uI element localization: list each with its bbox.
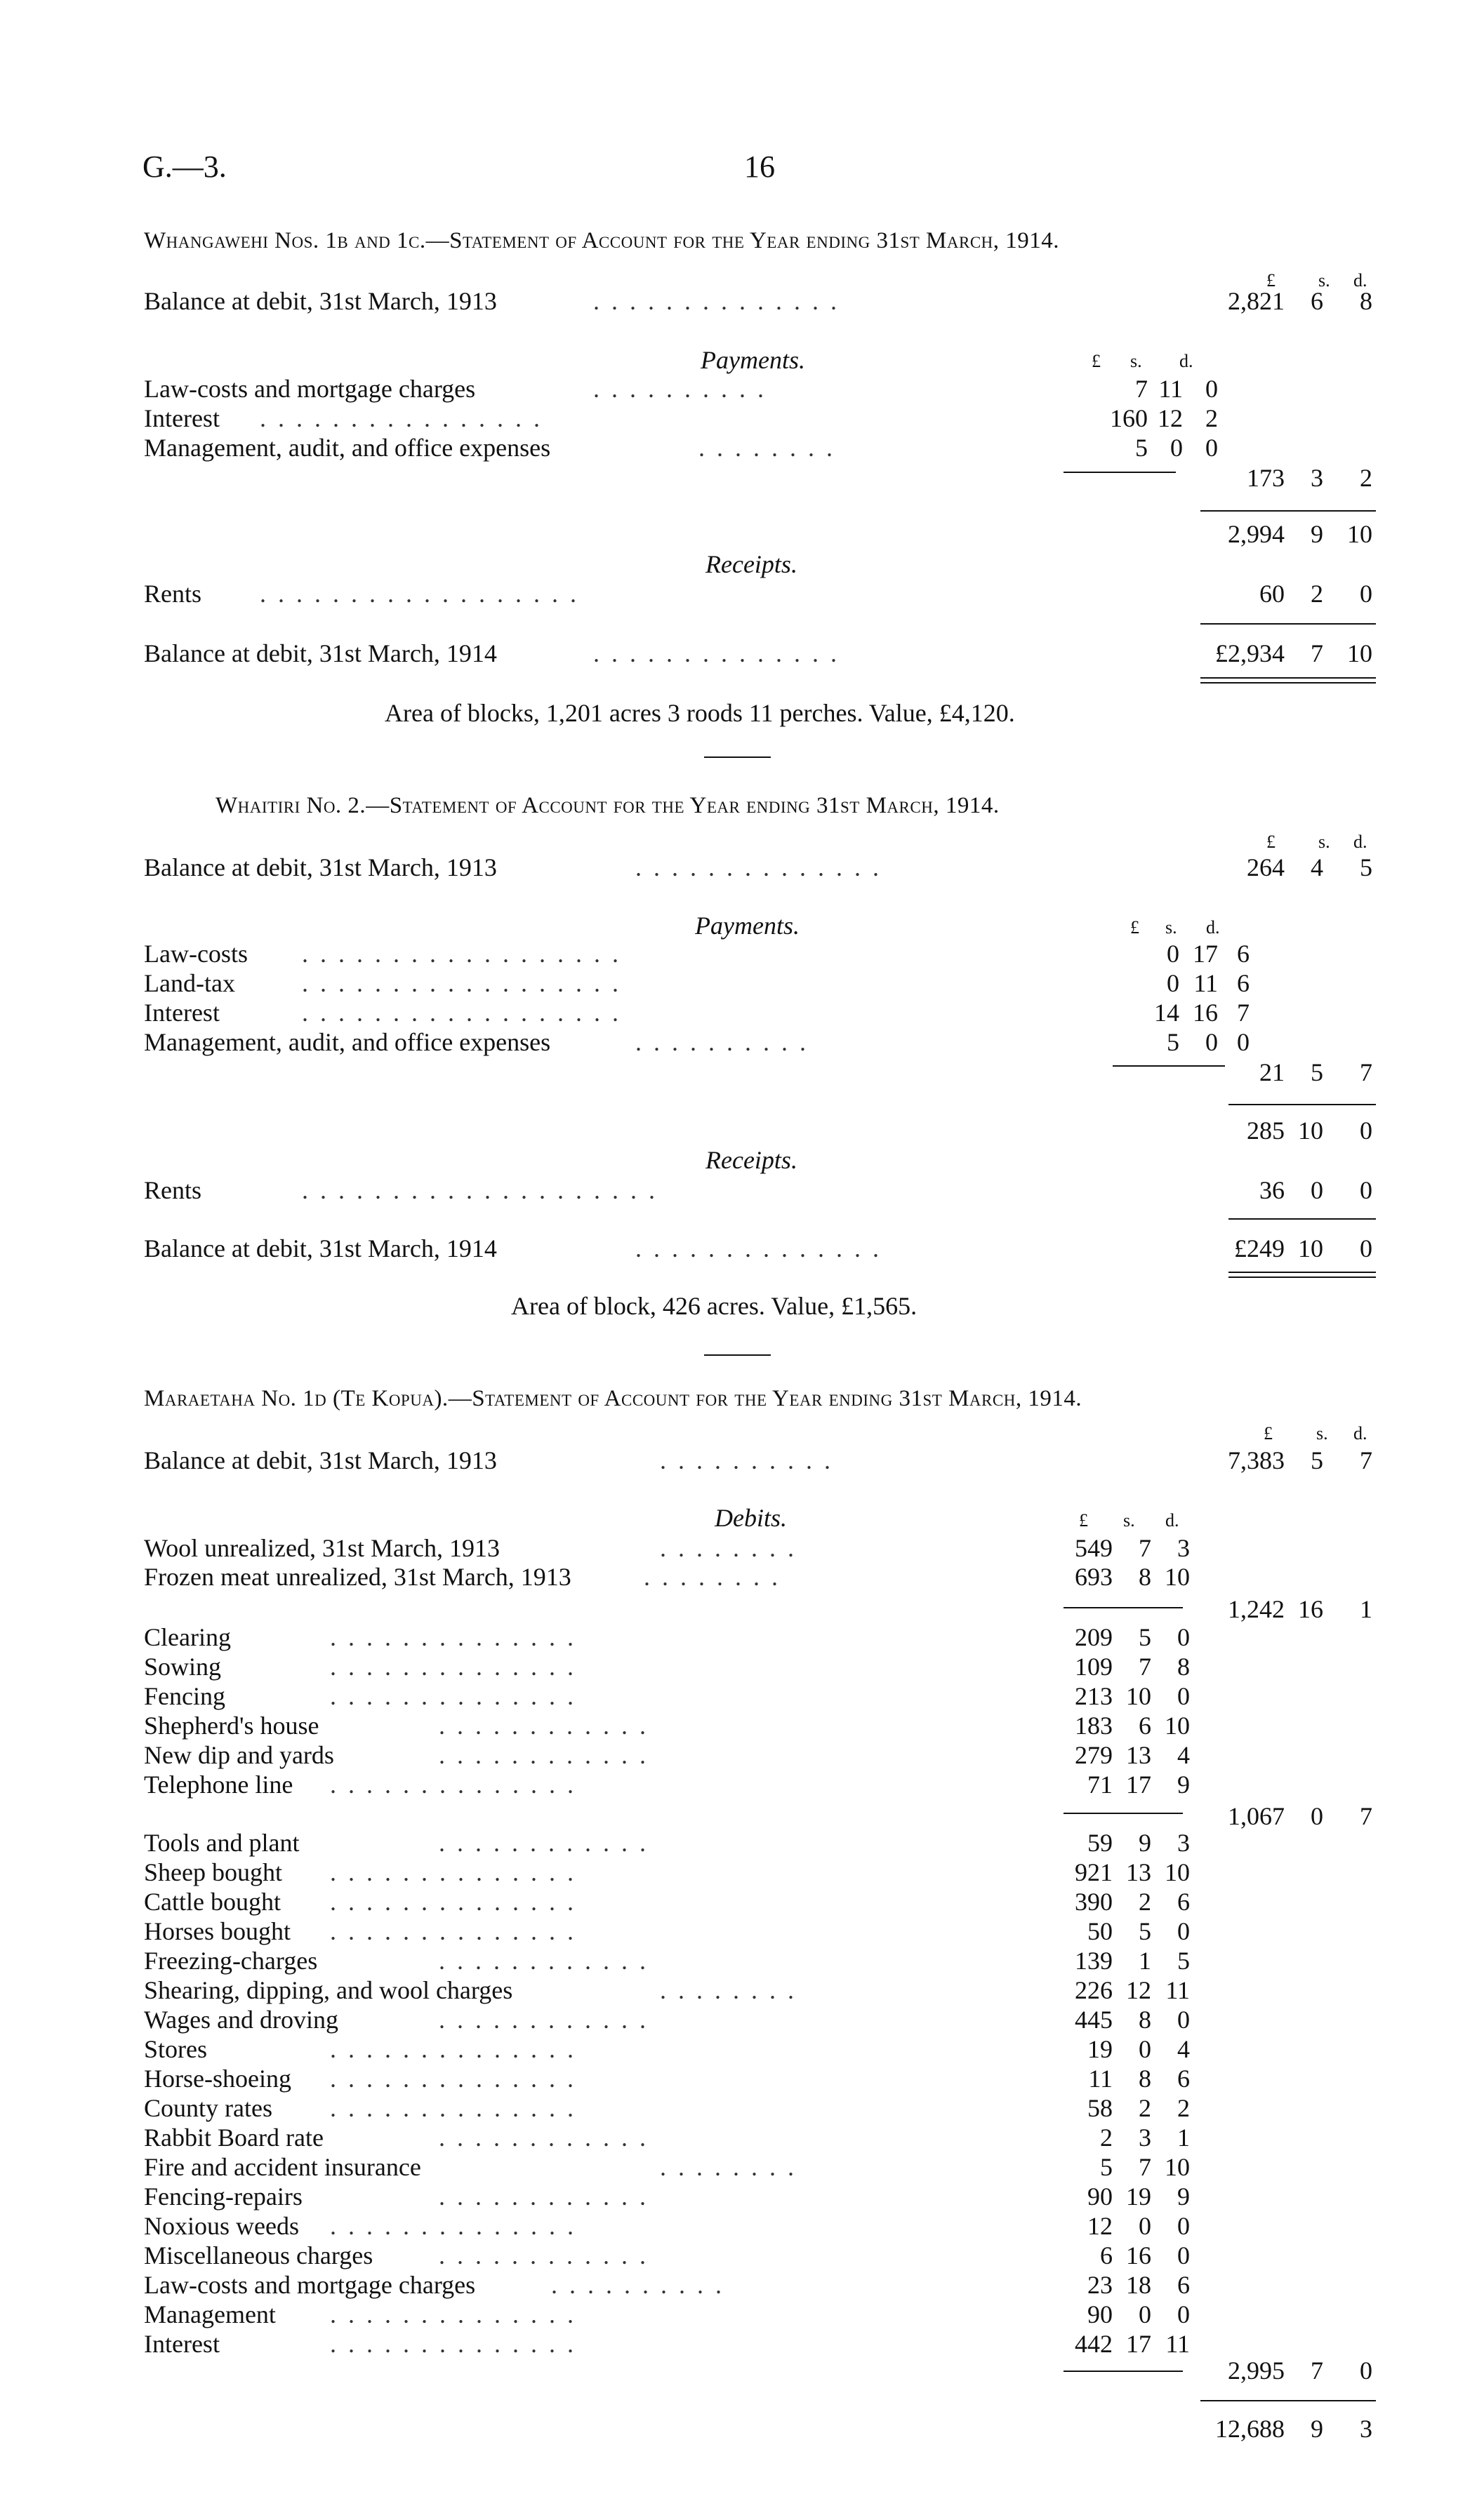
closing-balance-row: Balance at debit, 31st March, 1914 . . . . . . . . . . . . . . £2,934 7 10: [144, 639, 1372, 667]
debit-row: Frozen meat unrealized, 31st March, 1913 . . . . . . . . 693 8 10: [144, 1563, 1190, 1591]
debit-row: Fire and accident insurance . . . . . . . . 5 7 10: [144, 2153, 1190, 2181]
section-title-whangawehi: Whangawehi Nos. 1b and 1c.—Statement of Account for the Year ending 31st March, 1914.: [144, 228, 1060, 253]
group-total-row: 1,067 0 7: [1228, 1802, 1372, 1830]
debit-row: Rabbit Board rate . . . . . . . . . . . . 2 3 1: [144, 2124, 1190, 2152]
unit-pence: d.: [1353, 270, 1367, 291]
rule: [1200, 510, 1376, 512]
receipts-heading: Receipts.: [705, 1146, 797, 1174]
debit-row: Interest . . . . . . . . . . . . . . 442 17 11: [144, 2330, 1190, 2358]
payment-row: Law-costs and mortgage charges . . . . . . . . . . 7 11 0: [144, 375, 1218, 403]
debit-row: Miscellaneous charges . . . . . . . . . . . . 6 16 0: [144, 2241, 1190, 2269]
rule: [1228, 1218, 1376, 1220]
group-total-row: 2,995 7 0: [1228, 2356, 1372, 2385]
receipts-heading: Receipts.: [705, 550, 797, 578]
payment-row: Management, audit, and office expenses . . . . . . . . 5 0 0: [144, 434, 1218, 462]
debit-row: Sowing . . . . . . . . . . . . . . 109 7 8: [144, 1653, 1190, 1681]
debit-row: Fencing . . . . . . . . . . . . . . 213 10 0: [144, 1682, 1190, 1710]
opening-balance-row: Balance at debit, 31st March, 1913 . . . . . . . . . . . . . . 264 4 5: [144, 853, 1372, 881]
unit-pounds: £: [1266, 832, 1276, 852]
payments-total-row: 21 5 7: [1259, 1058, 1372, 1086]
grand-total-row: 12,688 9 3: [1215, 2415, 1372, 2443]
unit-shillings: s.: [1318, 270, 1330, 291]
page-number: 16: [744, 149, 775, 184]
debit-row: Freezing-charges . . . . . . . . . . . . 139 1 5: [144, 1947, 1190, 1975]
unit-shillings-col: s.: [1165, 917, 1177, 938]
payments-heading: Payments.: [701, 346, 805, 374]
payment-row: Land-tax . . . . . . . . . . . . . . . . . . 0 11 6: [144, 969, 1250, 997]
unit-pence: d.: [1353, 832, 1367, 852]
debit-row: Noxious weeds . . . . . . . . . . . . . . 12 0 0: [144, 2212, 1190, 2240]
debit-row: Clearing . . . . . . . . . . . . . . 209 5 0: [144, 1623, 1190, 1651]
double-rule: [1228, 1272, 1376, 1278]
debit-row: Sheep bought . . . . . . . . . . . . . . 921 13 10: [144, 1858, 1190, 1886]
subtotal-row: 285 10 0: [1247, 1116, 1372, 1145]
debit-row: Horses bought . . . . . . . . . . . . . . 50 5 0: [144, 1917, 1190, 1945]
section-separator: [704, 1354, 771, 1356]
area-note: Area of blocks, 1,201 acres 3 roods 11 perches. Value, £4,120.: [385, 699, 1015, 727]
debit-row: Shearing, dipping, and wool charges . . . . . . . . 226 12 11: [144, 1976, 1190, 2004]
unit-shillings: s.: [1316, 1423, 1328, 1444]
unit-pounds-col: £: [1079, 1510, 1088, 1531]
unit-pence: d.: [1353, 1423, 1367, 1444]
debit-row: Horse-shoeing . . . . . . . . . . . . . . 11 8 6: [144, 2065, 1190, 2093]
unit-pounds-col: £: [1130, 917, 1139, 938]
document-code: G.—3.: [143, 149, 227, 184]
unit-shillings-col: s.: [1130, 351, 1142, 371]
debit-row: Wages and droving . . . . . . . . . . . . 445 8 0: [144, 2006, 1190, 2034]
unit-pence-col: d.: [1179, 351, 1193, 371]
debit-row: Stores . . . . . . . . . . . . . . 19 0 4: [144, 2035, 1190, 2063]
unit-pounds-col: £: [1092, 351, 1101, 371]
debit-row: Tools and plant . . . . . . . . . . . . 59 9 3: [144, 1829, 1190, 1857]
area-note: Area of block, 426 acres. Value, £1,565.: [511, 1292, 917, 1320]
closing-balance-row: Balance at debit, 31st March, 1914 . . . . . . . . . . . . . . £249 10 0: [144, 1234, 1372, 1262]
debit-row: Telephone line . . . . . . . . . . . . . . 71 17 9: [144, 1771, 1190, 1799]
debit-row: Fencing-repairs . . . . . . . . . . . . 90 19 9: [144, 2182, 1190, 2211]
unit-shillings-col: s.: [1123, 1510, 1135, 1531]
group-total-row: 1,242 16 1: [1228, 1595, 1372, 1623]
payment-row: Management, audit, and office expenses . . . . . . . . . . 5 0 0: [144, 1028, 1250, 1056]
debit-row: Management . . . . . . . . . . . . . . 90 0 0: [144, 2300, 1190, 2328]
debit-row: Shepherd's house . . . . . . . . . . . . 183 6 10: [144, 1712, 1190, 1740]
unit-shillings: s.: [1318, 832, 1330, 852]
debit-row: New dip and yards . . . . . . . . . . . . 279 13 4: [144, 1741, 1190, 1769]
section-title-maraetaha: Maraetaha No. 1d (Te Kopua).—Statement of Account for the Year ending 31st March, 1914.: [144, 1386, 1082, 1411]
rule: [1200, 623, 1376, 625]
payments-total-row: 173 3 2: [1247, 464, 1372, 492]
debit-row: Wool unrealized, 31st March, 1913 . . . . . . . . 549 7 3: [144, 1534, 1190, 1562]
rule: [1200, 2400, 1376, 2401]
rule: [1228, 1104, 1376, 1105]
debit-row: Law-costs and mortgage charges . . . . . . . . . . 23 18 6: [144, 2271, 1190, 2299]
section-title-whaitiri: Whaitiri No. 2.—Statement of Account for the Year ending 31st March, 1914.: [216, 793, 1000, 818]
debits-heading: Debits.: [715, 1504, 787, 1532]
receipts-row: Rents . . . . . . . . . . . . . . . . . . 60 2 0: [144, 580, 1372, 608]
payment-row: Law-costs . . . . . . . . . . . . . . . . . . 0 17 6: [144, 940, 1250, 968]
unit-pence-col: d.: [1206, 917, 1220, 938]
opening-balance-row: Balance at debit, 31st March, 1913 . . . . . . . . . . . . . . 2,821 6 8: [144, 287, 1372, 315]
subtotal-row: 2,994 9 10: [1228, 520, 1372, 548]
opening-balance-row: Balance at debit, 31st March, 1913 . . . . . . . . . . 7,383 5 7: [144, 1446, 1372, 1474]
unit-pounds: £: [1266, 270, 1276, 291]
receipts-row: Rents . . . . . . . . . . . . . . . . . . . . 36 0 0: [144, 1176, 1372, 1204]
payment-row: Interest . . . . . . . . . . . . . . . . . . 14 16 7: [144, 999, 1250, 1027]
double-rule: [1200, 677, 1376, 684]
unit-pence-col: d.: [1165, 1510, 1179, 1531]
debit-row: Cattle bought . . . . . . . . . . . . . . 390 2 6: [144, 1888, 1190, 1916]
payment-row: Interest . . . . . . . . . . . . . . . . 160 12 2: [144, 404, 1218, 432]
unit-pounds: £: [1264, 1423, 1273, 1444]
section-separator: [704, 756, 771, 758]
debit-row: County rates . . . . . . . . . . . . . . 58 2 2: [144, 2094, 1190, 2122]
payments-heading: Payments.: [695, 912, 800, 940]
